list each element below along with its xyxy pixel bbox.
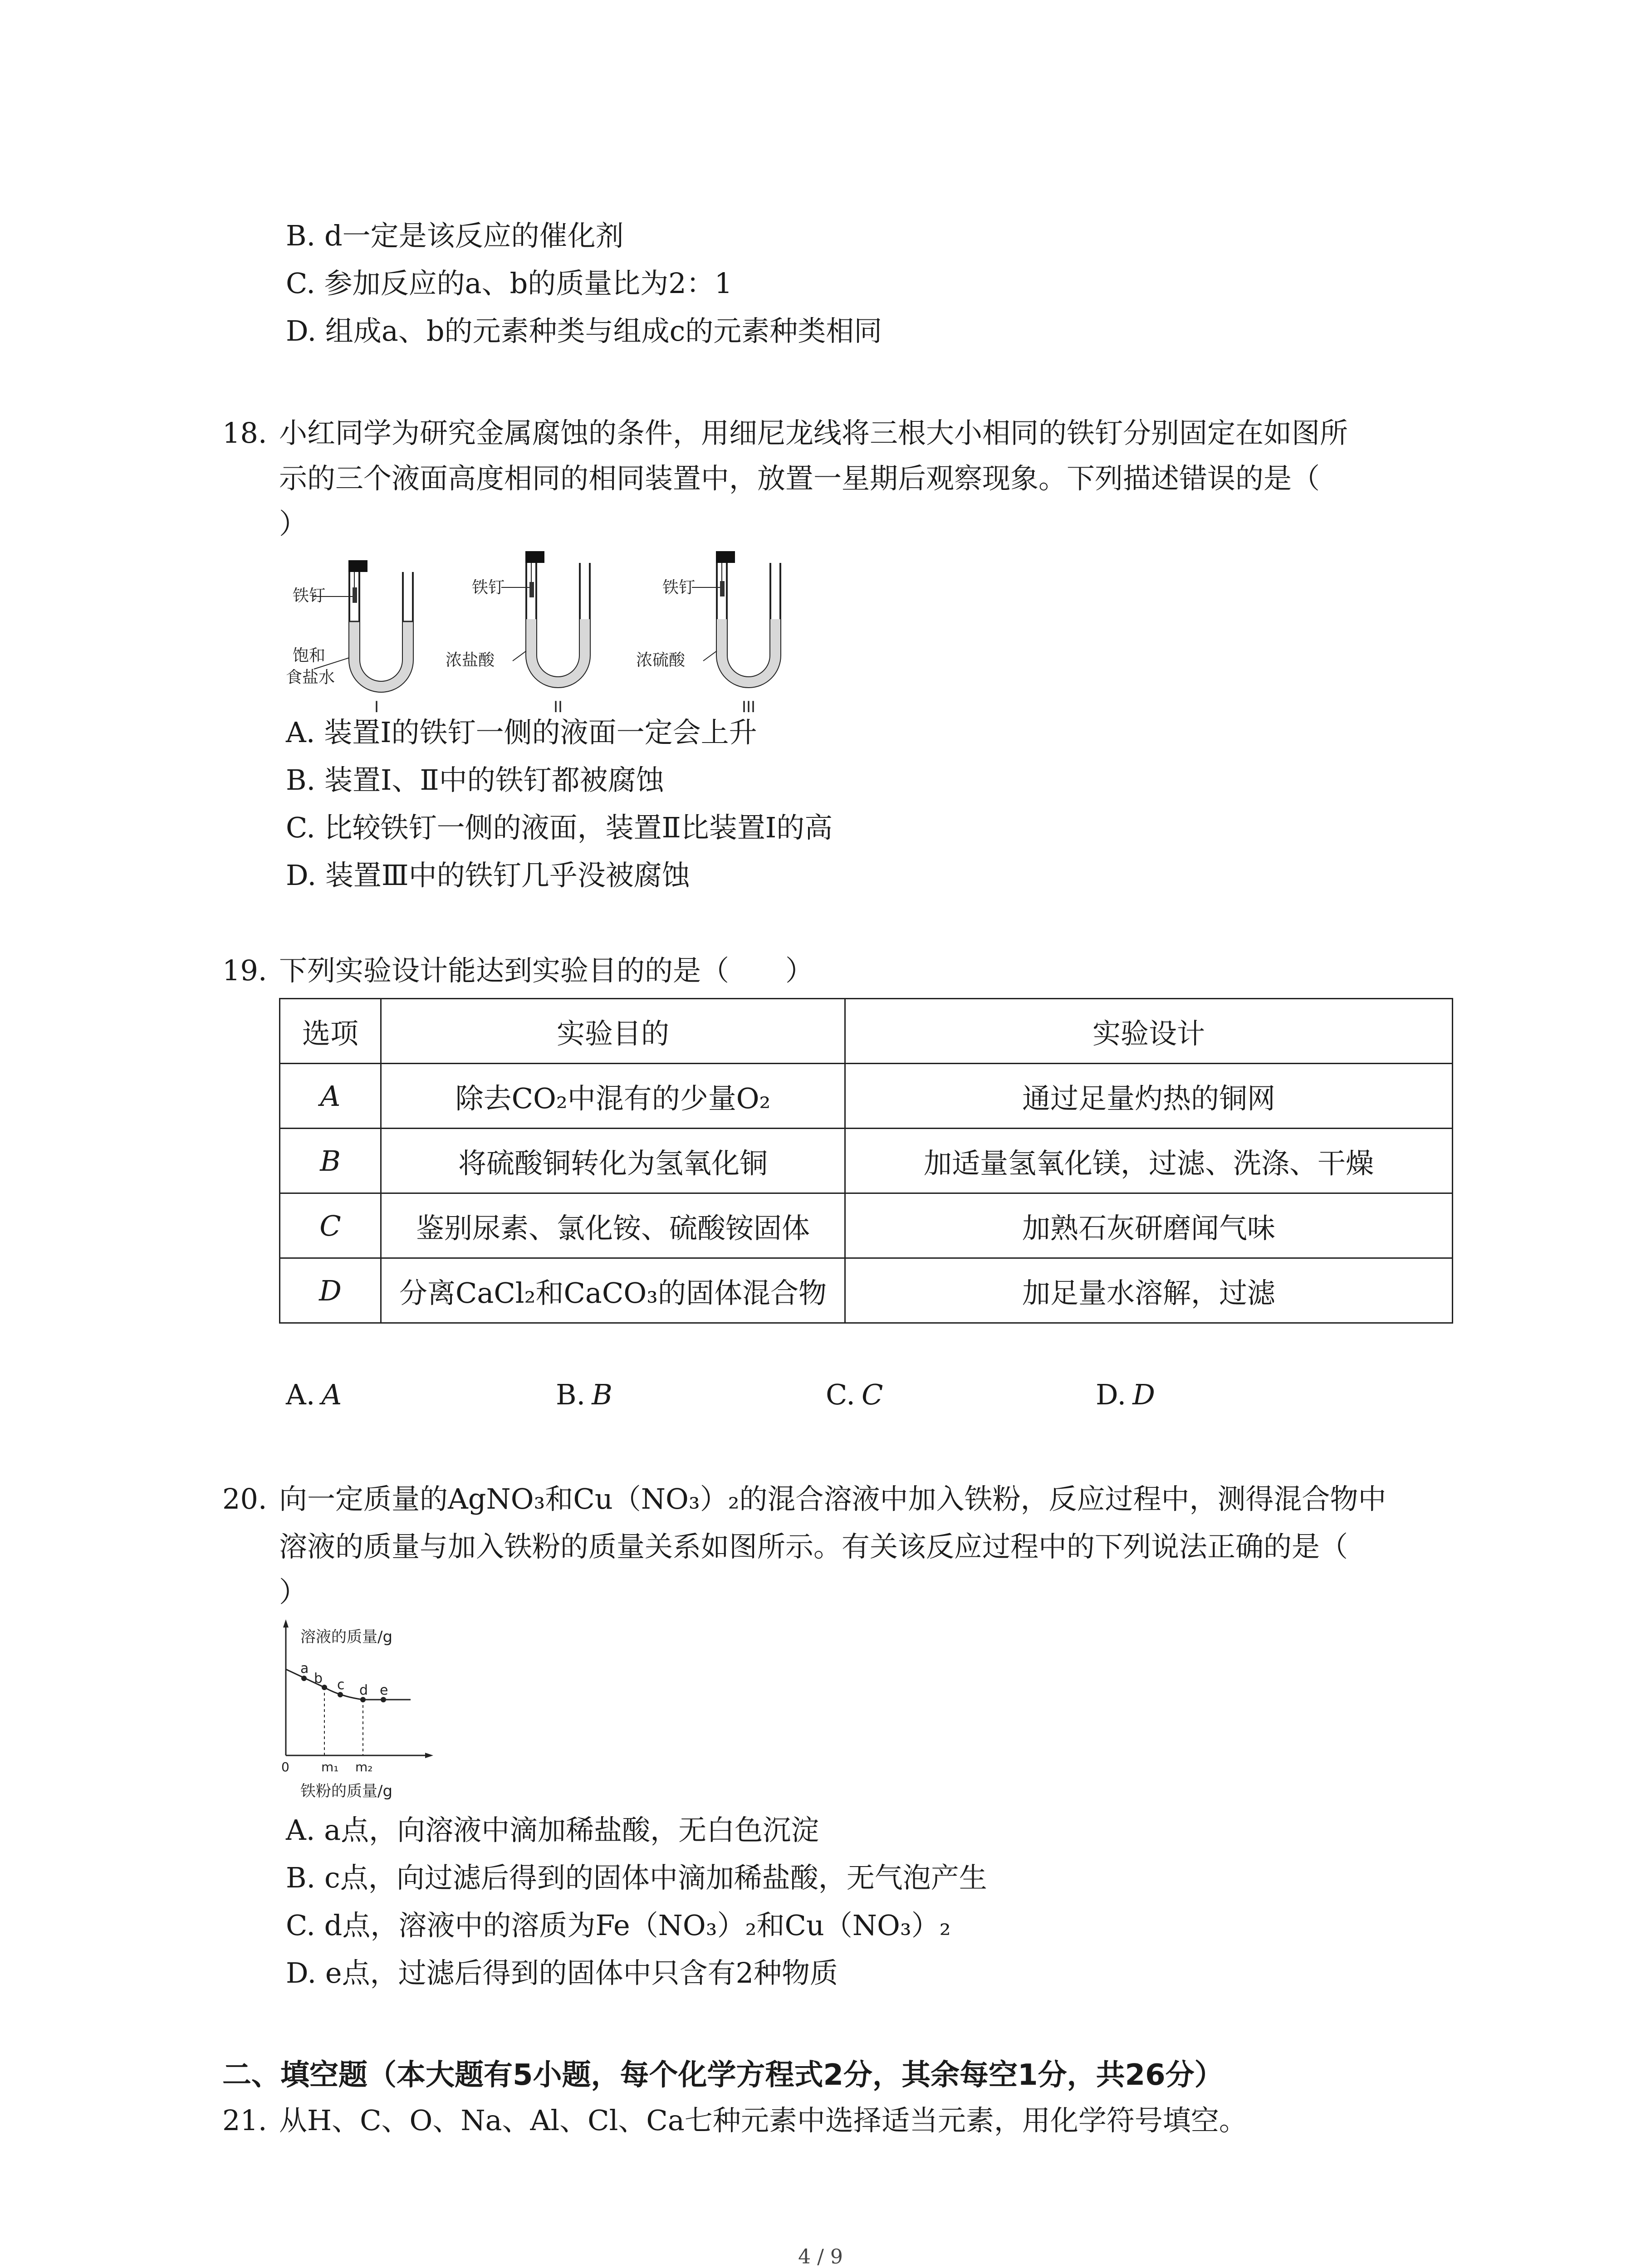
table-cell: D [280,1258,381,1323]
answer-value: C [861,1378,883,1411]
q17-option-c: C. 参加反应的a、b的质量比为2：1 [286,267,733,300]
table-row [280,1258,1453,1323]
q18-number: 18. [222,416,267,450]
table-cell: A [280,1064,381,1129]
table-cell: 鉴别尿素、氯化铵、硫酸铵固体 [381,1193,845,1258]
fig3-liquid-label: 浓硫酸 [636,651,686,670]
fig1-liquid-label-b: 食盐水 [286,668,335,687]
table-cell: B [280,1129,381,1193]
fig2-roman: II [553,698,563,716]
fig3-nail-label: 铁钉 [662,578,696,597]
graph-m1-label: m₁ [321,1760,339,1774]
graph-y-label: 溶液的质量/g [300,1628,393,1646]
table-row [280,1129,1453,1193]
q19-answer-c [826,1377,883,1413]
answer-label: B. [556,1378,586,1411]
graph-m2-label: m₂ [355,1760,373,1774]
q18-text-line2: 示的三个液面高度相同的相同装置中，放置一星期后观察现象。下列描述错误的是（ [279,462,1320,495]
q21-text: 从H、C、O、Na、Al、Cl、Ca七种元素中选择适当元素，用化学符号填空。 [279,2104,1247,2137]
point-label-e: e [380,1682,388,1698]
q17-option-d: D. 组成a、b的元素种类与组成c的元素种类相同 [286,314,882,347]
point-label-b: b [314,1671,323,1686]
table-cell: 除去CO₂中混有的少量O₂ [381,1064,845,1129]
q17-option-b: B. d一定是该反应的催化剂 [286,219,624,252]
u-tube-apparatus-3 [636,551,780,716]
fig1-liquid-label-a: 饱和 [293,646,326,665]
fig1-roman: I [374,698,379,716]
q21-number: 21. [222,2104,267,2137]
q18-option-b: B. 装置Ⅰ、Ⅱ中的铁钉都被腐蚀 [286,763,664,797]
q20-text-line2: 溶液的质量与加入铁粉的质量关系如图所示。有关该反应过程中的下列说法正确的是（ [279,1530,1348,1563]
u-tube-apparatus-2 [446,551,590,716]
q19-number: 19. [222,954,267,987]
page-number: 4 / 9 [798,2245,843,2268]
point-label-d: d [359,1682,368,1698]
graph-origin: 0 [281,1760,289,1774]
experiment-table [279,998,1453,1324]
q18-text-line3: ） [279,507,308,540]
answer-label: C. [826,1378,855,1411]
q19-text: 下列实验设计能达到实验目的的是（ ） [279,954,814,987]
table-header: 选项 [280,999,381,1064]
point-label-a: a [300,1661,309,1677]
table-cell: 加适量氢氧化镁，过滤、洗涤、干燥 [845,1129,1453,1193]
answer-value: A [321,1378,342,1411]
graph-x-label: 铁粉的质量/g [300,1782,393,1800]
q18-option-c: C. 比较铁钉一侧的液面，装置Ⅱ比装置I的高 [286,811,833,844]
table-cell: 加熟石灰研磨闻气味 [845,1193,1453,1258]
q20-number: 20. [222,1482,267,1515]
q20-option-b: B. c点，向过滤后得到的固体中滴加稀盐酸，无气泡产生 [286,1861,987,1894]
u-tube-apparatus-1 [286,560,413,716]
q20-option-d: D. e点，过滤后得到的固体中只含有2种物质 [286,1956,838,1989]
fig3-roman: III [741,698,756,716]
u-tube-figure [281,542,848,719]
q20-text-line1: 向一定质量的AgNO₃和Cu（NO₃）₂的混合溶液中加入铁粉，反应过程中，测得混合物中 [279,1482,1386,1515]
fig2-liquid-label: 浓盐酸 [446,651,495,670]
q20-option-c: C. d点，溶液中的溶质为Fe（NO₃）₂和Cu（NO₃）₂ [286,1909,951,1942]
q19-answer-b [556,1377,612,1413]
table-header: 实验设计 [845,999,1453,1064]
q18-text-line1: 小红同学为研究金属腐蚀的条件，用细尼龙线将三根大小相同的铁钉分别固定在如图所 [279,416,1348,450]
table-row [280,1193,1453,1258]
table-cell: 将硫酸铜转化为氢氧化铜 [381,1129,845,1193]
answer-label: D. [1096,1378,1127,1411]
fig2-nail-label: 铁钉 [472,578,505,597]
q18-option-a: A. 装置Ⅰ的铁钉一侧的液面一定会上升 [286,716,757,749]
fig1-nail-label: 铁钉 [293,587,326,605]
table-cell: C [280,1193,381,1258]
q18-option-d: D. 装置Ⅲ中的铁钉几乎没被腐蚀 [286,859,690,892]
table-cell: 通过足量灼热的铜网 [845,1064,1453,1129]
point-label-c: c [337,1677,345,1693]
table-header-row [280,999,1453,1064]
table-cell: 分离CaCl₂和CaCO₃的固体混合物 [381,1258,845,1323]
q20-text-line3: ） [279,1575,308,1608]
table-cell: 加足量水溶解，过滤 [845,1258,1453,1323]
answer-label: A. [286,1378,315,1411]
answer-value: D [1132,1378,1155,1411]
table-header: 实验目的 [381,999,845,1064]
q19-answer-a [286,1377,342,1413]
answer-value: B [592,1378,612,1411]
q19-answer-d [1096,1377,1155,1413]
q20-option-a: A. a点，向溶液中滴加稀盐酸，无白色沉淀 [286,1813,819,1847]
section-heading: 二、填空题（本大题有5小题，每个化学方程式2分，其余每空1分，共26分） [222,2058,1224,2092]
table-row [280,1064,1453,1129]
mass-graph [272,1615,436,1814]
